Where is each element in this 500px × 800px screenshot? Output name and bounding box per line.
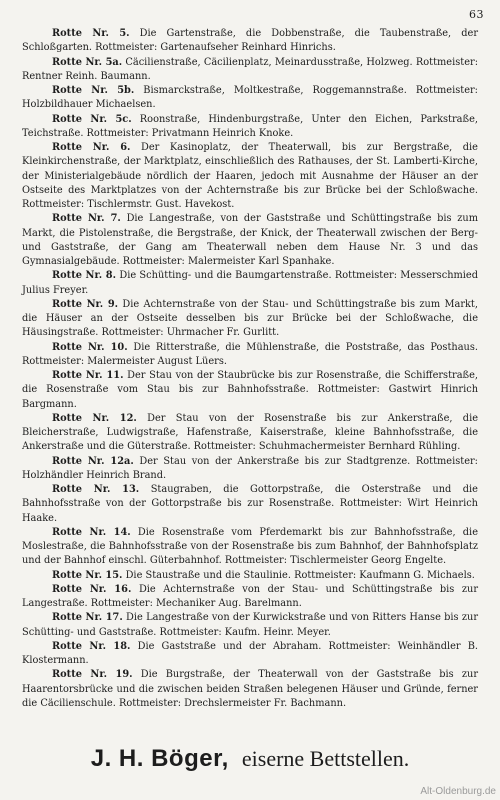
rotte-label: Rotte Nr. 12a.: [52, 455, 134, 467]
rotte-label: Rotte Nr. 10.: [52, 341, 128, 353]
rotte-text: Cäcilienstraße, Cäcilienplatz, Meinardusstraße, Holzweg. Rottmeister: Rentner Reinh. Baumann.: [22, 56, 478, 82]
rotte-entry: [22, 412, 478, 455]
rotte-text: Die Schütting- und die Baumgartenstraße. Rottmeister: Messerschmied Julius Freyer.: [22, 270, 478, 296]
rotte-text: Staugraben, die Gottorpstraße, die Osterstraße und die Bahnhofsstraße von der Gottorpstraße bis zur Rosenstraße. Rottmeister: Wirt Heinrich Haake.: [22, 484, 478, 524]
rotte-text: Die Langestraße, von der Gaststraße und Schüttingstraße bis zum Markt, die Pistolenstraße, die Bergstraße, der Knick, der Theaterwall zwischen der Berg- und Gaststraße, der Gang am Theaterwall neben dem Hause Nr. 3 und das Gymnasialgebäude. Rottmeister: Malermeister Karl Spanhake.: [22, 213, 478, 267]
rotte-entry: [22, 341, 478, 370]
rotte-text: Der Kasinoplatz, der Theaterwall, bis zur Bergstraße, die Kleinkirchenstraße, der Marktplatz, einschließlich des Rathauses, der St. Lamberti-Kirche, der Ministerialgebäude nördlich der Haaren, jedoch mit Ausnahme der Häuser an der Ostseite des Marktplatzes von der Achternstraße bis zur Brücke bei der Schloßwache. Rottmeister: Tischlermstr. Gust. Havekost.: [22, 142, 478, 210]
rotte-text: Die Langestraße von der Kurwickstraße und von Ritters Hanse bis zur Schütting- und Gaststraße. Rottmeister: Kaufm. Heinr. Meyer.: [22, 612, 478, 638]
rotte-label: Rotte Nr. 13.: [52, 484, 140, 495]
rotte-entry: [22, 526, 478, 569]
rotte-label: Rotte Nr. 18.: [52, 640, 131, 652]
rotte-text: Die Achternstraße von der Stau- und Schüttingstraße bis zum Markt, die Häuser an der Ostseite desselben bis zur Brücke bei der Schloßwache, die Häusingstraße. Rottmeister: Uhrmacher Fr. Gurlitt.: [22, 298, 478, 339]
rotte-text: Die Gartenstraße, die Dobbenstraße, die Taubenstraße, der Schloßgarten. Rottmeister: Gartenaufseher Reinhard Hinrichs.: [22, 28, 478, 54]
rotte-text: Die Achternstraße von der Stau- und Schüttingstraße bis zur Langestraße. Rottmeister: Mechaniker Aug. Barelmann.: [22, 583, 478, 609]
rotte-entry: [22, 84, 478, 113]
advertiser-name: J. H. Böger,: [90, 745, 229, 772]
rotte-text: Die Ritterstraße, die Mühlenstraße, die Poststraße, das Posthaus. Rottmeister: Malermeister August Lüers.: [22, 341, 478, 367]
rotte-text: Der Stau von der Staubrücke bis zur Rosenstraße, die Schifferstraße, die Rosenstraße vom Stau bis zur Bahnhofsstraße. Rottmeister: Gastwirt Hinrich Bargmann.: [22, 370, 478, 410]
advertisement: [0, 745, 500, 773]
rotte-entry: [22, 56, 478, 85]
rotte-entry: [22, 640, 478, 669]
rotte-text: Der Stau von der Ankerstraße bis zur Stadtgrenze. Rottmeister: Holzhändler Heinrich Brand.: [22, 455, 478, 481]
rotte-label: Rotte Nr. 14.: [52, 526, 131, 538]
rotte-label: Rotte Nr. 5c.: [52, 113, 132, 125]
rotte-label: Rotte Nr. 5a.: [52, 56, 123, 68]
rotte-entry: [22, 483, 478, 526]
rotte-label: Rotte Nr. 5.: [52, 28, 130, 39]
rotte-text: Die Staustraße und die Staulinie. Rottmeister: Kaufmann G. Michaels.: [125, 569, 475, 581]
rotte-entry: [22, 611, 478, 640]
rotte-entry: [22, 583, 478, 612]
rotte-list: [22, 27, 478, 711]
rotte-entry: [22, 212, 478, 269]
rotte-label: Rotte Nr. 11.: [52, 370, 124, 381]
rotte-text: Die Burgstraße, der Theaterwall von der Gaststraße bis zur Haarentorsbrücke und die zwischen beiden Straßen belegenen Häuser und Gründe, ferner die Cäcilienschule. Rottmeister: Drechslermeister Fr. Bachmann.: [22, 669, 479, 709]
rotte-entry: [22, 141, 478, 212]
rotte-entry: [22, 27, 478, 56]
rotte-entry: [22, 668, 478, 711]
advertised-product: eiserne Bettstellen.: [241, 746, 410, 771]
rotte-label: Rotte Nr. 5b.: [52, 85, 135, 96]
rotte-text: Der Stau von der Rosenstraße bis zur Ankerstraße, die Bleicherstraße, Ludwigstraße, Hafenstraße, Kaiserstraße, kleine Bahnhofsstraße, die Ankerstraße und die Güterstraße. Rottmeister: Schuhmachermeister Bernhard Rühling.: [22, 412, 478, 453]
rotte-entry: [22, 269, 478, 298]
rotte-entry: [22, 455, 478, 484]
rotte-label: Rotte Nr. 8.: [52, 270, 117, 282]
page-number: 63: [469, 8, 484, 21]
rotte-entry: [22, 298, 478, 341]
rotte-label: Rotte Nr. 7.: [52, 213, 121, 225]
rotte-label: Rotte Nr. 17.: [52, 612, 123, 624]
rotte-entry: [22, 113, 478, 142]
rotte-entry: [22, 369, 478, 412]
rotte-label: Rotte Nr. 6.: [52, 142, 131, 153]
rotte-text: Die Gaststraße und der Abraham. Rottmeister: Weinhändler B. Klostermann.: [22, 640, 479, 666]
rotte-label: Rotte Nr. 9.: [52, 298, 119, 310]
rotte-entry: [22, 569, 478, 583]
rotte-text: Bismarckstraße, Moltkestraße, Roggemannstraße. Rottmeister: Holzbildhauer Michaelsen.: [22, 85, 478, 111]
rotte-label: Rotte Nr. 15.: [52, 569, 123, 581]
rotte-text: Die Rosenstraße vom Pferdemarkt bis zur Bahnhofsstraße, die Moslestraße, die Bahnhofsstraße von der Rosenstraße bis zum Bahnhof, der Bahnhofsplatz und der Bahnhof einschl. Güterbahnhof. Rottmeister: Tischlermeister Georg Engelte.: [22, 526, 478, 567]
rotte-label: Rotte Nr. 12.: [52, 412, 137, 424]
watermark: Alt-Oldenburg.de: [420, 786, 496, 797]
rotte-label: Rotte Nr. 16.: [52, 583, 132, 595]
rotte-label: Rotte Nr. 19.: [52, 669, 133, 681]
rotte-text: Roonstraße, Hindenburgstraße, Unter den Eichen, Parkstraße, Teichstraße. Rottmeister: Privatmann Heinrich Knoke.: [22, 113, 478, 139]
